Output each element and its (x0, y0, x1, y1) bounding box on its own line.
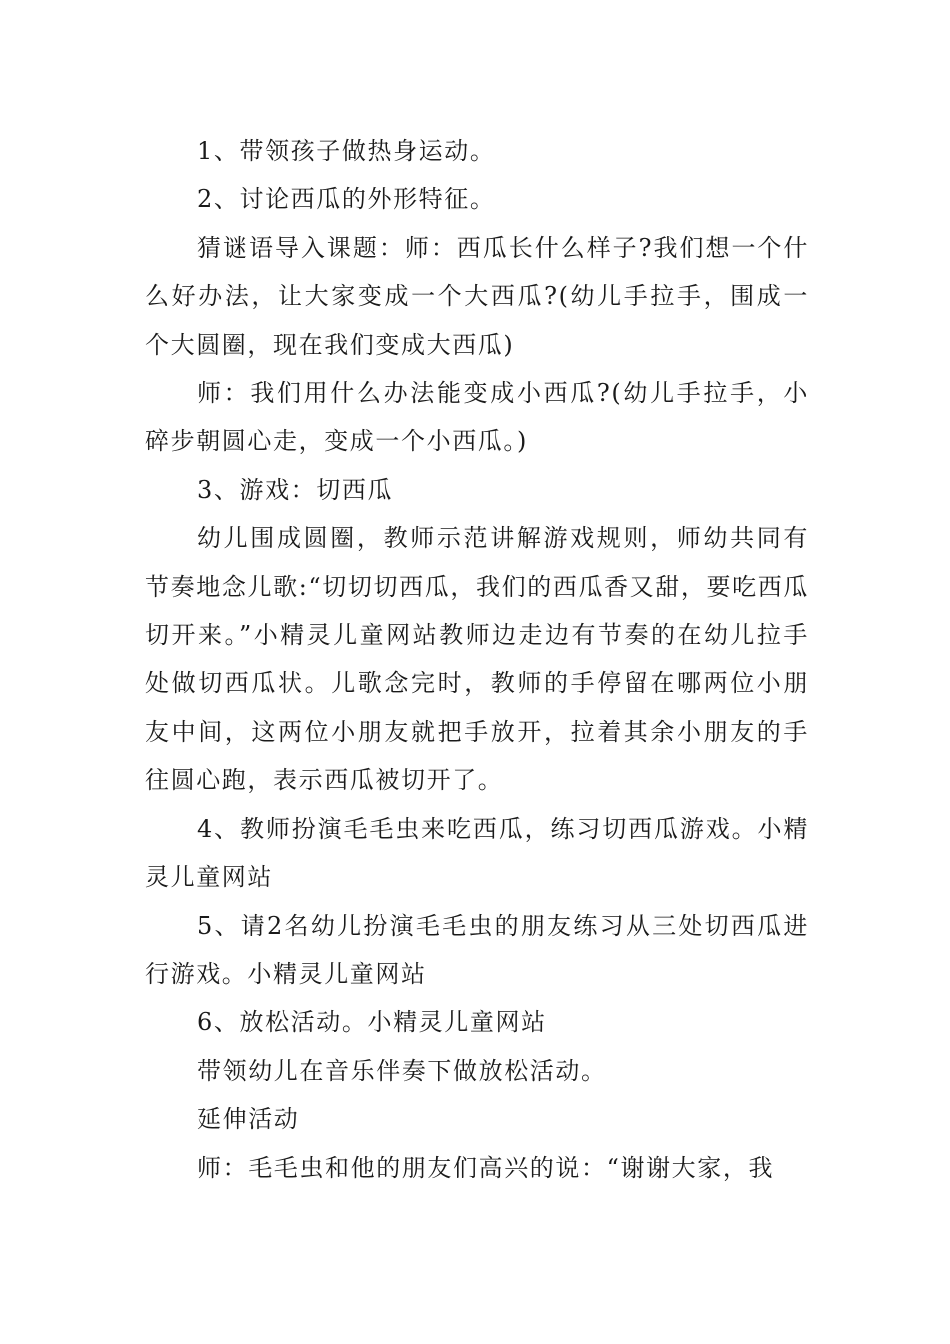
paragraph-step-6: 6、放松活动。小精灵儿童网站 (197, 1008, 547, 1037)
paragraph-step-5: 5、请2名幼儿扮演毛毛虫的朋友练习从三处切西瓜进行游戏。小精灵儿童网站 (145, 911, 809, 988)
paragraph-riddle-intro: 猜谜语导入课题：师：西瓜长什么样子?我们想一个什么好办法，让大家变成一个大西瓜?(幼儿手拉手，围成一个大圆圈，现在我们变成大西瓜) (145, 233, 809, 359)
document-body (145, 127, 809, 1192)
paragraph-small-watermelon: 师：我们用什么办法能变成小西瓜?(幼儿手拉手，小碎步朝圆心走，变成一个小西瓜。) (145, 379, 809, 456)
paragraph-step-3: 3、游戏：切西瓜 (197, 475, 394, 504)
paragraph-extension-heading: 延伸活动 (197, 1105, 300, 1134)
paragraph-extension-dialogue: 师：毛毛虫和他的朋友们高兴的说：“谢谢大家，我 (197, 1153, 775, 1182)
paragraph-relax: 带领幼儿在音乐伴奏下做放松活动。 (197, 1056, 607, 1085)
paragraph-step-2: 2、讨论西瓜的外形特征。 (197, 185, 496, 214)
paragraph-step-1: 1、带领孩子做热身运动。 (197, 137, 496, 165)
paragraph-step-4: 4、教师扮演毛毛虫来吃西瓜，练习切西瓜游戏。小精灵儿童网站 (145, 814, 809, 892)
paragraph-game-rules: 幼儿围成圆圈，教师示范讲解游戏规则，师幼共同有节奏地念儿歌:“切切切西瓜，我们的西瓜香又甜，要吃西瓜切开来。”小精灵儿童网站教师边走边有节奏的在幼儿拉手处做切西瓜状。儿歌念完时，教师的手停留在哪两位小朋友中间，这两位小朋友就把手放开，拉着其余小朋友的手往圆心跑，表示西瓜被切开了。 (145, 524, 809, 795)
